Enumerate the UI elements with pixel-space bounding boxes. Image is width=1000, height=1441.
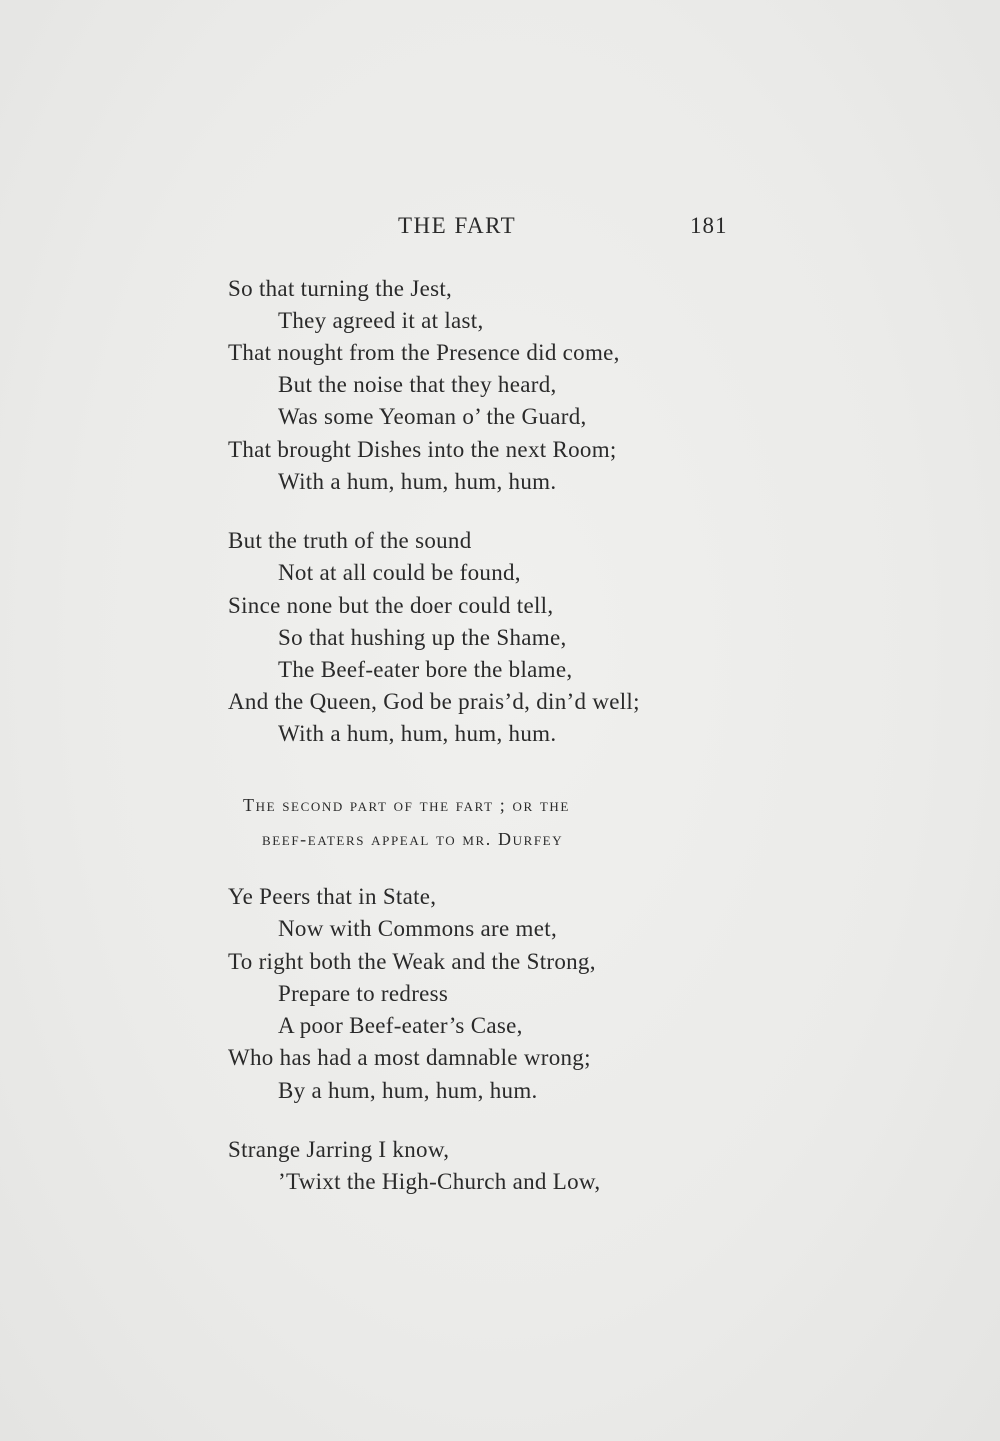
page-number: 181 — [690, 213, 728, 238]
verse-line: Who has had a most damnable wrong; — [228, 1045, 591, 1070]
verse-line: Not at all could be found, — [278, 560, 521, 585]
verse-line: They agreed it at last, — [278, 308, 484, 333]
verse-line: That brought Dishes into the next Room; — [228, 437, 617, 462]
verse-line: Now with Commons are met, — [278, 916, 557, 941]
verse-line: So that hushing up the Shame, — [278, 625, 567, 650]
verse-line: To right both the Weak and the Strong, — [228, 949, 596, 974]
verse-line: But the truth of the sound — [228, 528, 472, 553]
verse-line: The Beef-eater bore the blame, — [278, 657, 573, 682]
verse-line: A poor Beef-eater’s Case, — [278, 1013, 523, 1038]
verse-line: So that turning the Jest, — [228, 276, 453, 301]
verse-line: Ye Peers that in State, — [228, 884, 437, 909]
verse-line: That nought from the Presence did come, — [228, 340, 620, 365]
verse-line: Strange Jarring I know, — [228, 1137, 450, 1162]
running-title: THE FART — [398, 213, 517, 238]
verse-line: And the Queen, God be prais’d, din’d well; — [228, 689, 640, 714]
running-head — [0, 213, 1000, 245]
section-heading-line: The second part of the fart ; or the — [243, 795, 570, 815]
verse-line: ’Twixt the High-Church and Low, — [278, 1169, 601, 1194]
verse-line: Since none but the doer could tell, — [228, 593, 554, 618]
section-heading-line: beef-eaters appeal to mr. Durfey — [262, 829, 564, 849]
verse-line: But the noise that they heard, — [278, 372, 557, 397]
verse-line: Prepare to redress — [278, 981, 449, 1006]
verse-line: Was some Yeoman o’ the Guard, — [278, 404, 587, 429]
verse-line: With a hum, hum, hum, hum. — [278, 721, 557, 746]
verse-line: With a hum, hum, hum, hum. — [278, 469, 557, 494]
verse-line: By a hum, hum, hum, hum. — [278, 1078, 538, 1103]
